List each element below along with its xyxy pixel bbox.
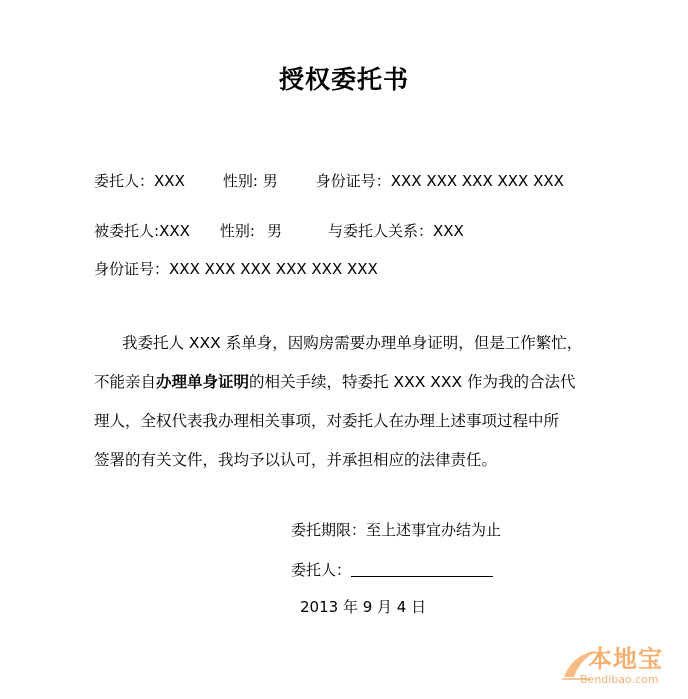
signer-label: 委托人： xyxy=(291,561,352,579)
paragraph-line-1: 我委托人 XXX 系单身，因购房需要办理单身证明，但是工作繁忙， xyxy=(122,334,583,352)
document-title: 授权委托书 xyxy=(278,65,409,94)
paragraph-line-2 xyxy=(94,363,614,402)
paragraph-line-2-post: 的相关手续，特委托 XXX XXX 作为我的合法代 xyxy=(249,373,576,391)
agent-id-label: 身份证号： xyxy=(94,260,170,278)
agent-id-value: XXX XXX XXX XXX XXX XXX xyxy=(169,260,378,278)
authorization-paragraph xyxy=(94,324,614,480)
watermark-url: Bendibao.com xyxy=(580,673,659,686)
paragraph-line-2-pre: 不能亲自 xyxy=(94,373,157,391)
agent-gender: 男 xyxy=(266,222,282,240)
paragraph-bold-phrase: 办理单身证明 xyxy=(156,373,250,391)
agent-relation: XXX xyxy=(432,222,464,240)
agent-line xyxy=(94,221,464,241)
entrust-period: 委托期限：至上述事宜办结为止 xyxy=(291,521,502,539)
principal-label: 委托人： xyxy=(94,172,155,190)
principal-name: XXX xyxy=(154,172,185,190)
agent-relation-label: 与委托人关系： xyxy=(327,222,433,240)
agent-name: XXX xyxy=(159,222,190,240)
bendibao-watermark xyxy=(560,637,680,695)
principal-id-value: XXX XXX XXX XXX XXX xyxy=(390,172,564,190)
watermark-brand: 本地宝 xyxy=(588,645,663,673)
principal-id-label: 身份证号： xyxy=(315,172,391,190)
paragraph-line-4: 签署的有关文件，我均予以认可，并承担相应的法律责任。 xyxy=(94,451,498,469)
signing-date: 2013 年 9 月 4 日 xyxy=(300,598,427,616)
agent-label: 被委托人: xyxy=(94,222,160,240)
principal-gender-label: 性别: xyxy=(222,172,258,190)
principal-line xyxy=(94,171,564,191)
signature-blank xyxy=(351,560,493,577)
agent-gender-label: 性别: xyxy=(219,222,255,240)
paragraph-line-3: 理人，全权代表我办理相关事项，对委托人在办理上述事项过程中所 xyxy=(94,412,560,430)
agent-id-line xyxy=(94,259,378,279)
signer-line xyxy=(291,560,493,580)
principal-gender: 男 xyxy=(262,172,278,190)
